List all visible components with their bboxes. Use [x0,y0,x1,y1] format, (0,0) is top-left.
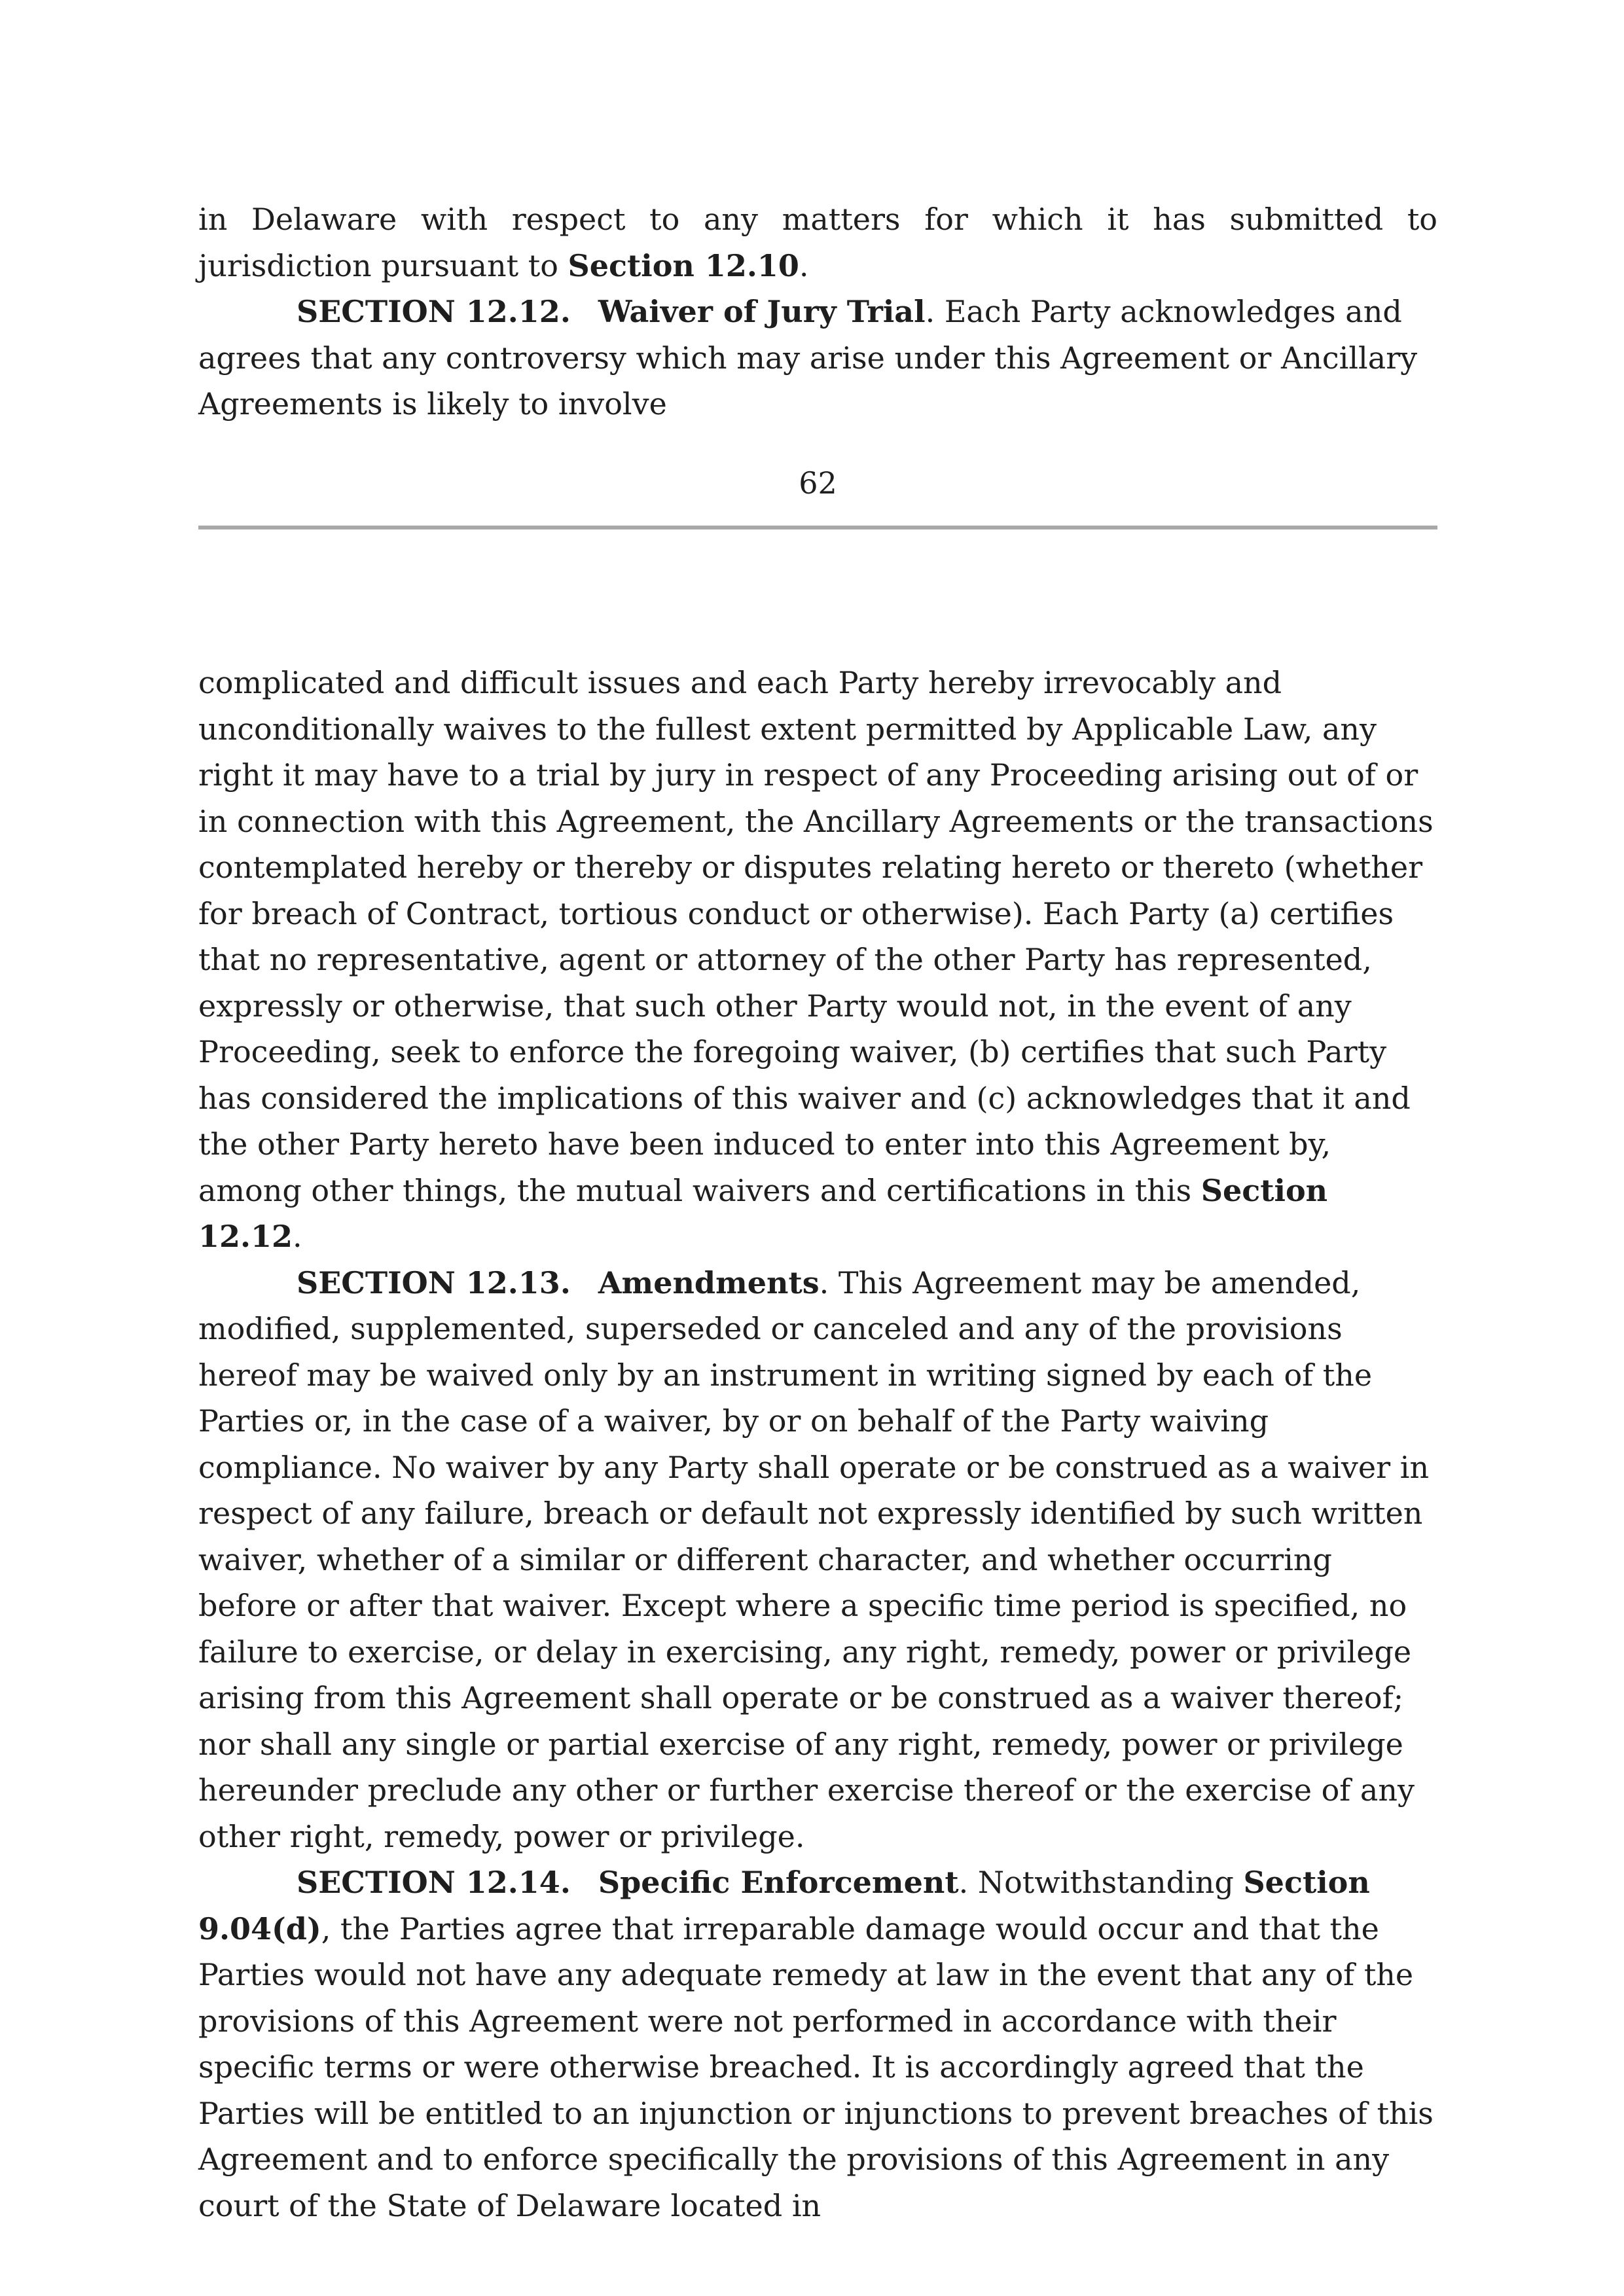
section-title: Specific Enforcement [598,1865,959,1900]
section-number: SECTION 12.12. [297,294,571,329]
continuation-end: . [293,1219,302,1254]
main-text-block [198,660,1437,2229]
section-text-continued: , the Parties agree that irreparable damage would occur and that the Parties would not have any adequate remedy at law in the event that any of the provisions of this Agreement were not performed in accordance with their specific terms or were otherwise breached. It is accordingly agreed that the Parties will be entitled to an injunction or injunctions to prevent breaches of this Agreement and to enforce specifically the provisions of this Agreement in any court of the State of Delaware located in [198,1910,1434,2223]
section-12-14-paragraph [198,1859,1437,2229]
section-12-12-paragraph [198,289,1437,427]
continuation-text: complicated and difficult issues and each Party hereby irrevocably and unconditionally waives to the fullest extent permitted by Applicable Law, any right it may have to a trial by jury in respect of any Proceeding arising out of or in connection with this Agreement, the Ancillary Agreements or the transactions contemplated hereby or thereby or disputes relating hereto or thereto (whether for breach of Contract, tortious conduct or otherwise). Each Party (a) certifies that no representative, agent or attorney of the other Party has represented, expressly or otherwise, that such other Party would not, in the event of any Proceeding, seek to enforce the foregoing waiver, (b) certifies that such Party has considered the implications of this waiver and (c) acknowledges that it and the other Party hereto have been induced to enter into this Agreement by, among other things, the mutual waivers and certifications in this [198,665,1434,1208]
section-text: . Notwithstanding [958,1865,1244,1900]
continuation-paragraph [198,660,1437,1260]
carryover-text: in Delaware with respect to any matters for which it has submitted to jurisdiction pursuant to [198,202,1437,283]
section-title: Waiver of Jury Trial [598,294,926,329]
section-text: . This Agreement may be amended, modified, supplemented, superseded or canceled and any of the provisions hereof may be waived only by an instrument in writing signed by each of the Parties or, in the case of a waiver, by or on behalf of the Party waiving compliance. No waiver by any Party shall operate or be construed as a waiver in respect of any failure, breach or default not expressly identified by such written waiver, whether of a similar or different character, and whether occurring before or after that waiver. Except where a specific time period is specified, no failure to exercise, or delay in exercising, any right, remedy, power or privilege arising from this Agreement shall operate or be construed as a waiver thereof; nor shall any single or partial exercise of any right, remedy, power or privilege hereunder preclude any other or further exercise thereof or the exercise of any other right, remedy, power or privilege. [198,1265,1430,1854]
carryover-paragraph [198,196,1437,289]
section-number: SECTION 12.13. [297,1265,571,1300]
carryover-end: . [799,247,809,283]
section-ref: Section 12.12 [198,1172,1328,1254]
section-number: SECTION 12.14. [297,1865,571,1900]
top-text-block [198,196,1437,427]
section-ref: Section 9.04(d) [198,1865,1370,1946]
section-12-13-paragraph [198,1260,1437,1860]
page-number: 62 [799,465,837,501]
section-ref: Section 12.10 [568,247,799,283]
section-title: Amendments [598,1265,820,1300]
section-text: . Each Party acknowledges and agrees that any controversy which may arise under this Agreement or Ancillary Agreements is likely to involve [198,294,1418,422]
page-divider [198,526,1437,529]
